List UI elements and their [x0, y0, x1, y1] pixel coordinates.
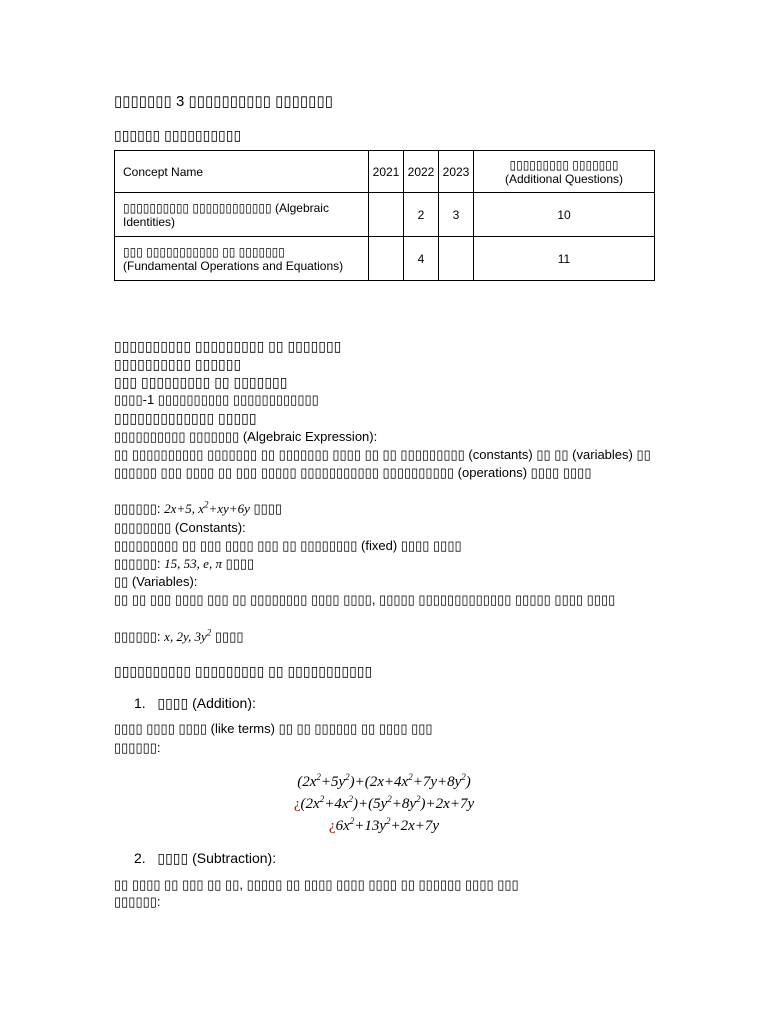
row-concept-text-en: (Fundamental Operations and Equations) — [123, 258, 344, 273]
example-variables — [114, 628, 654, 646]
row-concept-text: ▯▯▯▯▯▯▯▯▯▯ ▯▯▯▯▯▯▯▯▯▯▯▯ (Algebraic Identities) — [123, 200, 329, 229]
header-2021: 2021 — [369, 151, 404, 193]
body-line: ▯▯▯▯▯▯▯▯▯▯▯▯▯ ▯▯▯▯▯ — [114, 410, 257, 426]
row-cell-additional: 11 — [474, 237, 655, 281]
addition-definition: ▯▯▯▯ ▯▯▯▯ ▯▯▯▯ (like terms) ▯▯ ▯▯ ▯▯▯▯▯▯ ▯▯ ▯▯▯▯ ▯▯▯ — [114, 721, 433, 736]
variables-definition: ▯▯ ▯▯ ▯▯▯ ▯▯▯▯ ▯▯▯ ▯▯ ▯▯▯▯▯▯▯▯ ▯▯▯▯ ▯▯▯▯, ▯▯▯▯▯ ▯▯▯▯▯▯▯▯▯▯▯▯▯ ▯▯▯▯▯ ▯▯▯▯ ▯▯▯▯ — [114, 592, 616, 607]
list-item — [134, 850, 276, 867]
row-concept-name — [115, 193, 369, 237]
example-tail: ▯▯▯▯ — [225, 556, 255, 571]
subtraction-definition: ▯▯ ▯▯▯▯ ▯▯ ▯▯▯ ▯▯ ▯▯, ▯▯▯▯▯ ▯▯ ▯▯▯▯ ▯▯▯▯ ▯▯▯▯ ▯▯ ▯▯▯▯▯▯ ▯▯▯▯ ▯▯▯ — [114, 877, 519, 892]
example-tail: ▯▯▯▯ — [214, 629, 244, 644]
row-cell-additional: 10 — [474, 193, 655, 237]
body-line: ▯▯▯▯▯▯▯▯▯▯ ▯▯▯▯▯▯▯▯▯ ▯▯ ▯▯▯▯▯▯▯ — [114, 338, 342, 354]
example-math: x, 2y, $3y^2$ — [164, 627, 212, 644]
expression-heading: ▯▯▯▯▯▯▯▯▯▯ ▯▯▯▯▯▯▯ (Algebraic Expression): — [114, 429, 378, 444]
row-cell-2023: 3 — [439, 193, 474, 237]
equation-line: ¿$(2x^2+4x^2)+(5y^2+8y^2)+2x+7y$ — [293, 794, 475, 812]
variables-heading: ▯▯ (Variables): — [114, 574, 198, 589]
header-concept-name: Concept Name — [115, 151, 369, 193]
header-2023: 2023 — [439, 151, 474, 193]
list-label: ▯▯▯▯ (Subtraction): — [157, 850, 277, 866]
list-number: 2. — [134, 850, 146, 866]
page-title: ▯▯▯▯▯▯▯ 3 ▯▯▯▯▯▯▯▯▯▯ ▯▯▯▯▯▯▯ — [114, 93, 333, 110]
example-label: ▯▯▯▯▯▯: — [114, 556, 161, 571]
equation-line: ¿$6x^2+13y^2+2x+7y$ — [328, 816, 440, 834]
list-number: 1. — [134, 695, 146, 711]
list-item — [134, 695, 256, 712]
body-line: ▯▯▯▯-1 ▯▯▯▯▯▯▯▯▯▯ ▯▯▯▯▯▯▯▯▯▯▯▯ — [114, 392, 319, 407]
operations-heading: ▯▯▯▯▯▯▯▯▯▯ ▯▯▯▯▯▯▯▯▯ ▯▯ ▯▯▯▯▯▯▯▯▯▯▯ — [114, 663, 373, 679]
equation-prefix: ¿ — [328, 818, 336, 834]
table-row — [115, 193, 655, 237]
addition-example-label: ▯▯▯▯▯▯: — [114, 740, 161, 755]
example-tail: ▯▯▯▯ — [253, 501, 283, 516]
expression-definition: ▯▯ ▯▯▯▯▯▯▯▯▯▯ ▯▯▯▯▯▯▯ ▯▯ ▯▯▯▯▯▯▯ ▯▯▯▯ ▯▯ ▯▯ ▯▯▯▯▯▯▯▯▯ (constants) ▯▯ ▯▯ (variables) ▯▯ ▯▯▯▯▯▯ ▯▯▯ ▯▯▯▯ ▯▯ ▯▯▯ ▯▯▯▯▯ ▯▯▯▯▯▯▯▯▯▯▯ ▯▯▯▯▯▯▯▯▯▯ (operations) ▯▯▯▯ ▯▯▯▯ — [114, 447, 651, 480]
table-row — [115, 237, 655, 281]
header-additional — [474, 151, 655, 193]
row-concept-text: ▯▯▯ ▯▯▯▯▯▯▯▯▯▯▯ ▯▯ ▯▯▯▯▯▯▯ — [123, 244, 285, 259]
example-constants — [114, 555, 654, 573]
equation-line: $(2x^2+5y^2)+(2x+4x^2+7y+8y^2)$ — [297, 772, 471, 790]
example-label: ▯▯▯▯▯▯: — [114, 501, 161, 516]
row-cell-2021 — [369, 237, 404, 281]
equation-prefix: ¿ — [293, 796, 301, 812]
constants-definition: ▯▯▯▯▯▯▯▯▯ ▯▯ ▯▯▯ ▯▯▯▯ ▯▯▯ ▯▯ ▯▯▯▯▯▯▯▯ (fixed) ▯▯▯▯ ▯▯▯▯ — [114, 538, 462, 553]
concept-table — [114, 150, 655, 281]
constants-heading: ▯▯▯▯▯▯▯▯ (Constants): — [114, 520, 246, 535]
row-cell-2021 — [369, 193, 404, 237]
table-header-row — [115, 151, 655, 193]
body-line: ▯▯▯▯▯▯▯▯▯▯ ▯▯▯▯▯▯ — [114, 356, 242, 372]
row-cell-2023 — [439, 237, 474, 281]
example-expression — [114, 500, 654, 518]
section-subtitle: ▯▯▯▯▯▯ ▯▯▯▯▯▯▯▯▯▯ — [114, 127, 242, 143]
header-2022: 2022 — [404, 151, 439, 193]
example-math: 2x+5, $x^2+xy+6y$ — [164, 499, 250, 516]
subtraction-example-label: ▯▯▯▯▯▯: — [114, 894, 161, 909]
header-additional-en: (Additional Questions) — [504, 171, 624, 186]
example-math: 15, 53, e, π — [164, 556, 222, 571]
row-cell-2022: 4 — [404, 237, 439, 281]
header-additional-native: ▯▯▯▯▯▯▯▯▯ ▯▯▯▯▯▯▯ — [509, 157, 619, 172]
body-line: ▯▯▯ ▯▯▯▯▯▯▯▯▯ ▯▯ ▯▯▯▯▯▯▯ — [114, 374, 288, 390]
row-concept-name — [115, 237, 369, 281]
list-label: ▯▯▯▯ (Addition): — [157, 695, 256, 711]
example-label: ▯▯▯▯▯▯: — [114, 629, 161, 644]
row-cell-2022: 2 — [404, 193, 439, 237]
